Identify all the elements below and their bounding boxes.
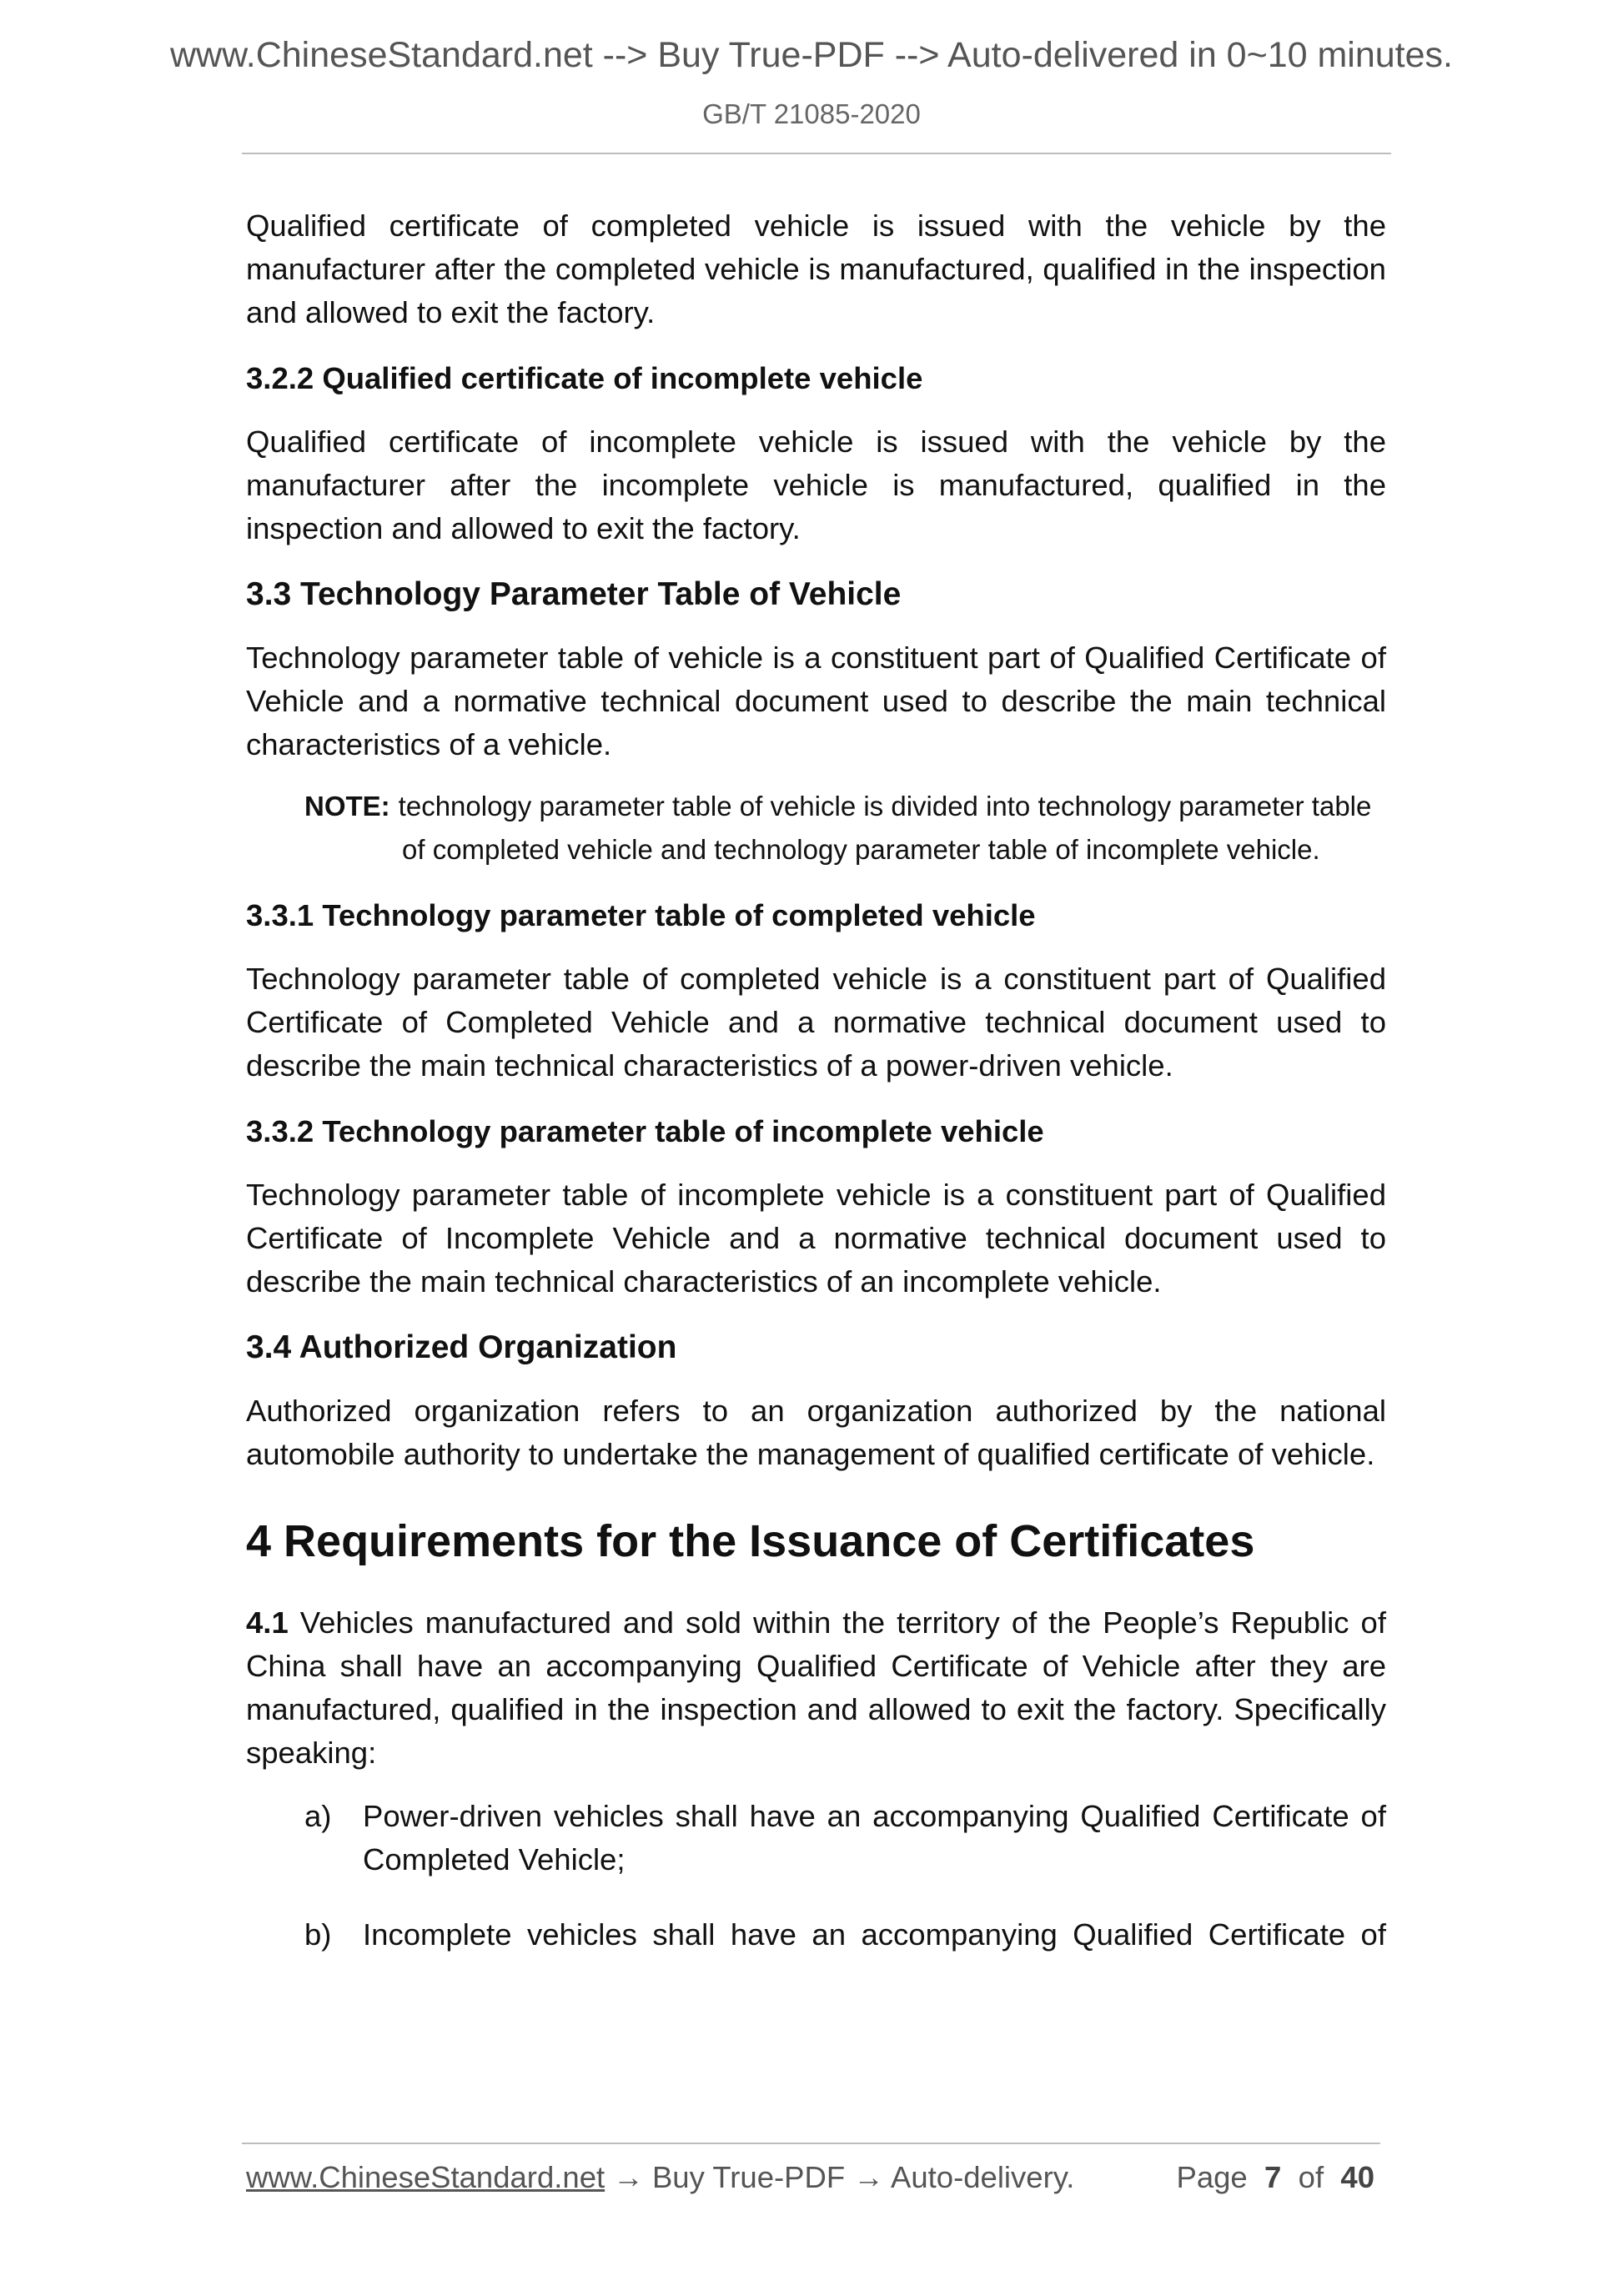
paragraph-4-1: [246, 1601, 1386, 1775]
arrow-right-icon: →: [853, 2160, 884, 2194]
note-text-1: technology parameter table of vehicle is divided into technology parameter table: [398, 791, 1372, 821]
paragraph-331-body: Technology parameter table of completed vehicle is a constituent part of Qualified Certificate of Completed Vehicle and a normative technical document used to describe the main technical characteristics of a power-driven vehicle.: [246, 962, 1386, 1083]
list-item: [246, 1913, 1386, 1957]
heading-3-3-1: 3.3.1 Technology parameter table of completed vehicle: [246, 898, 1036, 932]
paragraph-4-1-text: Vehicles manufactured and sold within the territory of the People’s Republic of China shall have an accompanying Qualified Certificate of Vehicle after they are manufactured, qualified in the inspection and allowed to exit the factory. Specifically speaking:: [246, 1605, 1386, 1770]
heading-section-4: 4 Requirements for the Issuance of Certificates: [246, 1516, 1255, 1566]
paragraph-33-body: Technology parameter table of vehicle is a constituent part of Qualified Certificate of Vehicle and a normative technical document used to describe the main technical characteristics of a vehicle.: [246, 641, 1386, 761]
paragraph-322-body: Qualified certificate of incomplete vehicle is issued with the vehicle by the manufacturer after the incomplete vehicle is manufactured, qualified in the inspection and allowed to exit the factory.: [246, 425, 1386, 545]
paragraph-321-body: Qualified certificate of completed vehicle is issued with the vehicle by the manufacturer after the completed vehicle is manufactured, qualified in the inspection and allowed to exit the factory.: [246, 208, 1386, 329]
page-indicator: [1176, 2160, 1374, 2195]
note-label: NOTE:: [304, 791, 390, 821]
footer-promo: [246, 2160, 1074, 2195]
page-body: [246, 204, 1386, 1957]
footer-site-link[interactable]: www.ChineseStandard.net: [246, 2160, 605, 2194]
list-item-text: Incomplete vehicles shall have an accompanying Qualified Certificate of: [363, 1917, 1386, 1952]
paragraph-332-body: Technology parameter table of incomplete vehicle is a constituent part of Qualified Certificate of Incomplete Vehicle and a normative technical document used to describe the main technical characteristics of an incomplete vehicle.: [246, 1178, 1386, 1299]
paragraph-34-body: Authorized organization refers to an organization authorized by the national automobile authority to undertake the management of qualified certificate of vehicle.: [246, 1394, 1386, 1471]
footer-divider: [242, 2143, 1380, 2144]
list-marker: a): [304, 1799, 332, 1833]
note-line-2: of completed vehicle and technology parameter table of incomplete vehicle.: [402, 834, 1320, 865]
footer-buy-text: Buy True-PDF: [651, 2160, 846, 2194]
heading-3-3: 3.3 Technology Parameter Table of Vehicle: [246, 576, 902, 612]
heading-3-3-2: 3.3.2 Technology parameter table of incomplete vehicle: [246, 1114, 1044, 1148]
total-pages: 40: [1340, 2160, 1374, 2194]
list-item-text: Power-driven vehicles shall have an accompanying Qualified Certificate of Completed Vehicle;: [363, 1799, 1386, 1876]
site-banner[interactable]: www.ChineseStandard.net --> Buy True-PDF --> Auto-delivered in 0~10 minutes.: [169, 35, 1453, 75]
heading-3-4: 3.4 Authorized Organization: [246, 1329, 677, 1365]
page-word: Page: [1176, 2160, 1248, 2194]
list-item: [246, 1795, 1386, 1882]
of-word: of: [1298, 2160, 1324, 2194]
list-marker: b): [304, 1917, 332, 1952]
heading-3-2-2: 3.2.2 Qualified certificate of incomplete vehicle: [246, 361, 923, 395]
clause-number-4-1: 4.1: [246, 1605, 289, 1640]
note-line-1: [246, 785, 1386, 828]
page-number: 7: [1264, 2160, 1282, 2194]
header-divider: [242, 153, 1391, 154]
arrow-right-icon: →: [613, 2160, 644, 2194]
note-block: [246, 785, 1386, 872]
footer-auto-text: Auto-delivery.: [890, 2160, 1075, 2194]
document-code: GB/T 21085-2020: [702, 98, 921, 129]
